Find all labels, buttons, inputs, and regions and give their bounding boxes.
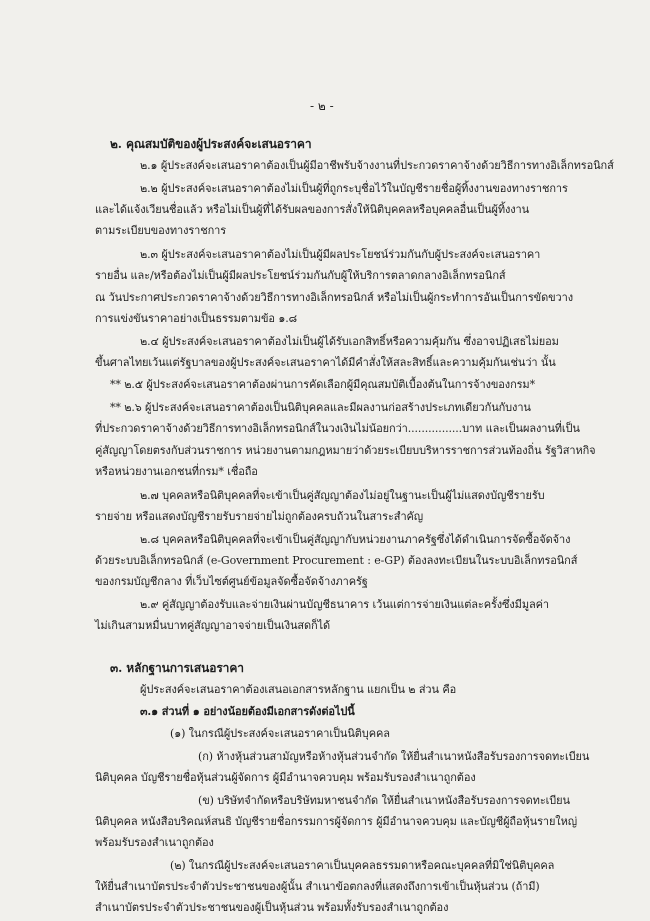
text-line: ณ วันประกาศประกวดราคาจ้างด้วยวิธีการทางอิเล็กทรอนิกส์ หรือไม่เป็นผู้กระทำการอันเป็นการขัดขวาง xyxy=(95,291,573,304)
text-line: สำเนาบัตรประจำตัวประชาชนของผู้เป็นหุ้นส่วน พร้อมทั้งรับรองสำเนาถูกต้อง xyxy=(95,901,449,914)
text-line: (๒) ในกรณีผู้ประสงค์จะเสนอราคาเป็นบุคคลธรรมดาหรือคณะบุคคลที่มิใช่นิติบุคคล xyxy=(170,859,555,872)
text-line: ๒.๑ ผู้ประสงค์จะเสนอราคาต้องเป็นผู้มีอาชีพรับจ้างงานที่ประกวดราคาจ้างด้วยวิธีการทางอิเล็กทรอนิกส์ xyxy=(140,159,614,172)
text-line: ขึ้นศาลไทยเว้นแต่รัฐบาลของผู้ประสงค์จะเสนอราคาได้มีคำสั่งให้สละสิทธิ์และความคุ้มกันเช่นว่า นั้น xyxy=(95,356,556,369)
text-line: ๒.๘ บุคคลหรือนิติบุคคลที่จะเข้าเป็นคู่สัญญากับหน่วยงานภาครัฐซึ่งได้ดำเนินการจัดซื้อจัดจ้าง xyxy=(140,533,571,546)
text-line: หรือหน่วยงานเอกชนที่กรม* เชื่อถือ xyxy=(95,465,258,478)
text-line: ไม่เกินสามหมื่นบาทคู่สัญญาอาจจ่ายเป็นเงินสดก็ได้ xyxy=(95,619,331,632)
text-line: ตามระเบียบของทางราชการ xyxy=(95,224,227,237)
text-line: ๒.๔ ผู้ประสงค์จะเสนอราคาต้องไม่เป็นผู้ได้รับเอกสิทธิ์หรือความคุ้มกัน ซึ่งอาจปฏิเสธไม่ยอม xyxy=(140,335,559,348)
text-line: (ก) ห้างหุ้นส่วนสามัญหรือห้างหุ้นส่วนจำกัด ให้ยื่นสำเนาหนังสือรับรองการจดทะเบียน xyxy=(198,750,590,763)
text-line: และได้แจ้งเวียนชื่อแล้ว หรือไม่เป็นผู้ที่ได้รับผลของการสั่งให้นิติบุคคลหรือบุคคลอื่นเป็นผู้ทิ้งงาน xyxy=(95,203,530,216)
page-number: - ๒ - xyxy=(310,99,334,113)
text-line: ๒.๗ บุคคลหรือนิติบุคคลที่จะเข้าเป็นคู่สัญญาต้องไม่อยู่ในฐานะเป็นผู้ไม่แสดงบัญชีรายรับ xyxy=(140,489,545,502)
section-3-heading: ๓. หลักฐานการเสนอราคา xyxy=(110,661,244,675)
text-line: พร้อมรับรองสำเนาถูกต้อง xyxy=(95,836,214,849)
text-line: รายจ่าย หรือแสดงบัญชีรายรับรายจ่ายไม่ถูกต้องครบถ้วนในสาระสำคัญ xyxy=(95,510,424,523)
text-line: ให้ยื่นสำเนาบัตรประจำตัวประชาชนของผู้นั้น สำเนาข้อตกลงที่แสดงถึงการเข้าเป็นหุ้นส่วน (ถ้ามี) xyxy=(95,880,540,893)
section-3-intro: ผู้ประสงค์จะเสนอราคาต้องเสนอเอกสารหลักฐาน แยกเป็น ๒ ส่วน คือ xyxy=(140,683,457,696)
text-line: ของกรมบัญชีกลาง ที่เว็บไซต์ศูนย์ข้อมูลจัดซื้อจัดจ้างภาครัฐ xyxy=(95,575,368,588)
text-line: นิติบุคคล บัญชีรายชื่อหุ้นส่วนผู้จัดการ ผู้มีอำนาจควบคุม พร้อมรับรองสำเนาถูกต้อง xyxy=(95,771,476,784)
text-line: ** ๒.๕ ผู้ประสงค์จะเสนอราคาต้องผ่านการคัดเลือกผู้มีคุณสมบัติเบื้องต้นในการจ้างของกรม* xyxy=(110,378,535,391)
text-line: ที่ประกวดราคาจ้างด้วยวิธีการทางอิเล็กทรอนิกส์ในวงเงินไม่น้อยกว่า................บาท และเป็นผลงานที่เป็น xyxy=(95,422,580,435)
section-2-heading: ๒. คุณสมบัติของผู้ประสงค์จะเสนอราคา xyxy=(110,137,312,151)
text-line: (ข) บริษัทจำกัดหรือบริษัทมหาชนจำกัด ให้ยื่นสำเนาหนังสือรับรองการจดทะเบียน xyxy=(198,794,570,807)
text-line: ๒.๓ ผู้ประสงค์จะเสนอราคาต้องไม่เป็นผู้มีผลประโยชน์ร่วมกันกับผู้ประสงค์จะเสนอราคา xyxy=(140,248,541,261)
text-line: (๑) ในกรณีผู้ประสงค์จะเสนอราคาเป็นนิติบุคคล xyxy=(170,727,390,740)
text-line: ด้วยระบบอิเล็กทรอนิกส์ (e-Government Procurement : e-GP) ต้องลงทะเบียนในระบบอิเล็กทรอนิกส์ xyxy=(95,554,578,567)
text-line: รายอื่น และ/หรือต้องไม่เป็นผู้มีผลประโยชน์ร่วมกันกับผู้ให้บริการตลาดกลางอิเล็กทรอนิกส์ xyxy=(95,269,506,282)
text-line: คู่สัญญาโดยตรงกับส่วนราชการ หน่วยงานตามกฎหมายว่าด้วยระเบียบบริหารราชการส่วนท้องถิ่น รัฐวิสาหกิจ xyxy=(95,444,596,457)
section-3-1-heading: ๓.๑ ส่วนที่ ๑ อย่างน้อยต้องมีเอกสารดังต่อไปนี้ xyxy=(140,705,355,718)
text-line: ๒.๙ คู่สัญญาต้องรับและจ่ายเงินผ่านบัญชีธนาคาร เว้นแต่การจ่ายเงินแต่ละครั้งซึ่งมีมูลค่า xyxy=(140,598,549,611)
text-line: การแข่งขันราคาอย่างเป็นธรรมตามข้อ ๑.๘ xyxy=(95,312,297,325)
text-line: ๒.๒ ผู้ประสงค์จะเสนอราคาต้องไม่เป็นผู้ที่ถูกระบุชื่อไว้ในบัญชีรายชื่อผู้ทิ้งงานของทางราชการ xyxy=(140,182,568,195)
text-line: ** ๒.๖ ผู้ประสงค์จะเสนอราคาต้องเป็นนิติบุคคลและมีผลงานก่อสร้างประเภทเดียวกันกับงาน xyxy=(110,401,531,414)
text-line: นิติบุคคล หนังสือบริคณห์สนธิ บัญชีรายชื่อกรรมการผู้จัดการ ผู้มีอำนาจควบคุม และบัญชีผู้ถือหุ้นรายใหญ่ xyxy=(95,815,577,828)
